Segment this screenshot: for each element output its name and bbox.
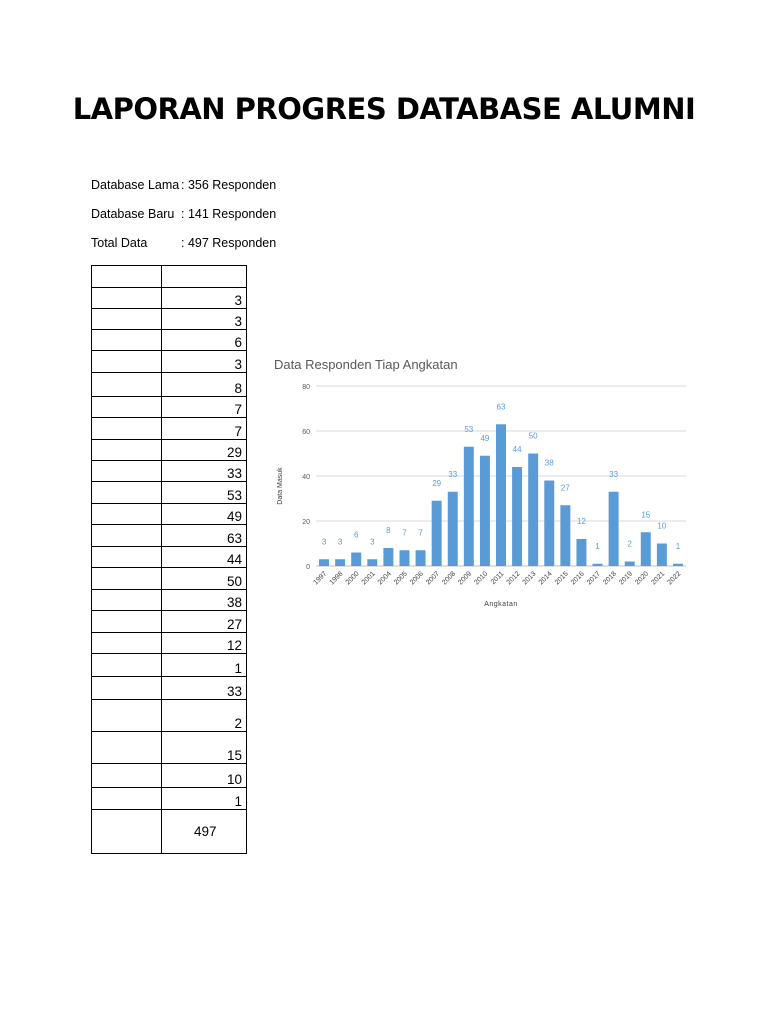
bar (335, 559, 345, 566)
bar (560, 505, 570, 566)
bar (673, 564, 683, 566)
table-cell-value: 27 (162, 611, 247, 633)
table-cell-value: 38 (162, 590, 247, 611)
x-tick-label: 2008 (441, 570, 458, 587)
y-tick-label: 80 (302, 384, 310, 391)
bar (416, 550, 426, 566)
data-label: 3 (337, 537, 343, 547)
x-tick-label: 2020 (634, 570, 651, 587)
x-tick-label: 2014 (537, 570, 554, 587)
data-label: 6 (353, 530, 359, 540)
page-title: LAPORAN PROGRES DATABASE ALUMNI (72, 92, 696, 126)
bar (464, 447, 474, 566)
data-label: 63 (496, 402, 506, 412)
y-tick-label: 40 (302, 474, 310, 481)
table-cell-value: 49 (162, 504, 247, 525)
data-label: 7 (402, 528, 407, 538)
x-tick-label: 2007 (425, 570, 442, 587)
data-label: 33 (609, 469, 619, 479)
x-tick-label: 2009 (457, 570, 474, 587)
bar (351, 553, 361, 567)
data-label: 27 (560, 483, 570, 493)
bar (544, 481, 554, 567)
x-tick-label: 2013 (521, 570, 538, 587)
bar (609, 492, 619, 566)
bar (319, 559, 329, 566)
data-label: 53 (464, 424, 474, 434)
x-axis-label: Angkatan (484, 601, 518, 608)
table-cell-value: 8 (162, 373, 247, 397)
data-label: 15 (641, 510, 651, 520)
table-cell-value: 7 (162, 397, 247, 418)
bar (496, 424, 506, 566)
table-cell-value: 12 (162, 633, 247, 654)
summary-value: : 356 Responden (181, 178, 277, 192)
x-tick-label: 2004 (376, 570, 393, 587)
bar (593, 564, 603, 566)
bar (383, 548, 393, 566)
y-tick-label: 0 (306, 564, 310, 571)
bar (641, 532, 651, 566)
table-cell-value: 2 (162, 700, 247, 732)
bar (480, 456, 490, 566)
table-cell-value: 3 (162, 309, 247, 330)
x-tick-label: 2001 (360, 570, 377, 587)
data-label: 3 (321, 537, 327, 547)
data-label: 49 (480, 433, 490, 443)
x-tick-label: 2017 (585, 570, 602, 587)
table-cell-value: 33 (162, 461, 247, 482)
x-tick-label: 2015 (553, 570, 570, 587)
data-label: 33 (448, 469, 458, 479)
x-tick-label: 2006 (409, 570, 425, 587)
table-cell-value: 15 (162, 732, 247, 764)
bar (576, 539, 586, 566)
bar (625, 562, 635, 567)
data-label: 1 (675, 541, 681, 551)
x-tick-label: 2011 (489, 570, 506, 587)
y-axis-label: Data Masuk (277, 467, 284, 505)
x-tick-label: 2016 (569, 570, 586, 587)
table-cell-value: 7 (162, 418, 247, 440)
bar (657, 544, 667, 567)
chart-title: Data Responden Tiap Angkatan (274, 357, 458, 372)
table-cell-value: 6 (162, 330, 247, 351)
bar (448, 492, 458, 566)
data-label: 7 (418, 528, 423, 538)
bar (528, 454, 538, 567)
data-label: 29 (432, 478, 442, 488)
bar (399, 550, 409, 566)
x-tick-label: 2021 (650, 570, 667, 587)
table-cell-value: 29 (162, 440, 247, 461)
x-tick-label: 2005 (392, 570, 409, 587)
data-label: 44 (512, 445, 522, 454)
x-tick-label: 2010 (473, 570, 490, 587)
table-cell-value: 44 (162, 547, 247, 568)
summary-value: : 497 Responden (181, 236, 277, 250)
y-tick-label: 20 (302, 519, 310, 526)
data-label: 8 (386, 526, 391, 535)
table-cell-total: 497 (162, 810, 247, 854)
table-cell-value: 63 (162, 525, 247, 547)
x-tick-label: 1997 (312, 570, 329, 587)
summary-label: Database Baru (91, 207, 175, 221)
table-cell-value: 53 (162, 482, 247, 504)
summary-label: Total Data (91, 236, 148, 250)
x-tick-label: 2012 (505, 570, 522, 587)
x-tick-label: 1998 (328, 570, 345, 587)
table-cell-value: 1 (162, 788, 247, 810)
table-cell-value: 10 (162, 764, 247, 788)
summary-value: : 141 Responden (181, 207, 277, 221)
data-label: 38 (544, 458, 554, 468)
table-cell-value: 50 (162, 568, 247, 590)
data-label: 1 (595, 541, 600, 551)
data-label: 2 (627, 539, 632, 549)
data-label: 50 (528, 431, 538, 441)
summary-label: Database Lama (91, 178, 180, 192)
x-tick-label: 2018 (602, 570, 619, 587)
bar (367, 559, 377, 566)
table-cell-value: 33 (162, 677, 247, 700)
data-label: 3 (370, 537, 375, 547)
table-cell-value: 1 (162, 654, 247, 677)
data-label: 10 (657, 521, 667, 531)
data-label: 12 (576, 517, 586, 526)
table-cell-value: 3 (162, 288, 247, 309)
table-cell-value: 3 (162, 351, 247, 373)
y-tick-label: 60 (302, 429, 310, 436)
bar (432, 501, 442, 566)
x-tick-label: 2019 (618, 570, 635, 587)
x-tick-label: 2000 (344, 570, 361, 587)
x-tick-label: 2022 (666, 570, 683, 587)
bar (512, 467, 522, 566)
